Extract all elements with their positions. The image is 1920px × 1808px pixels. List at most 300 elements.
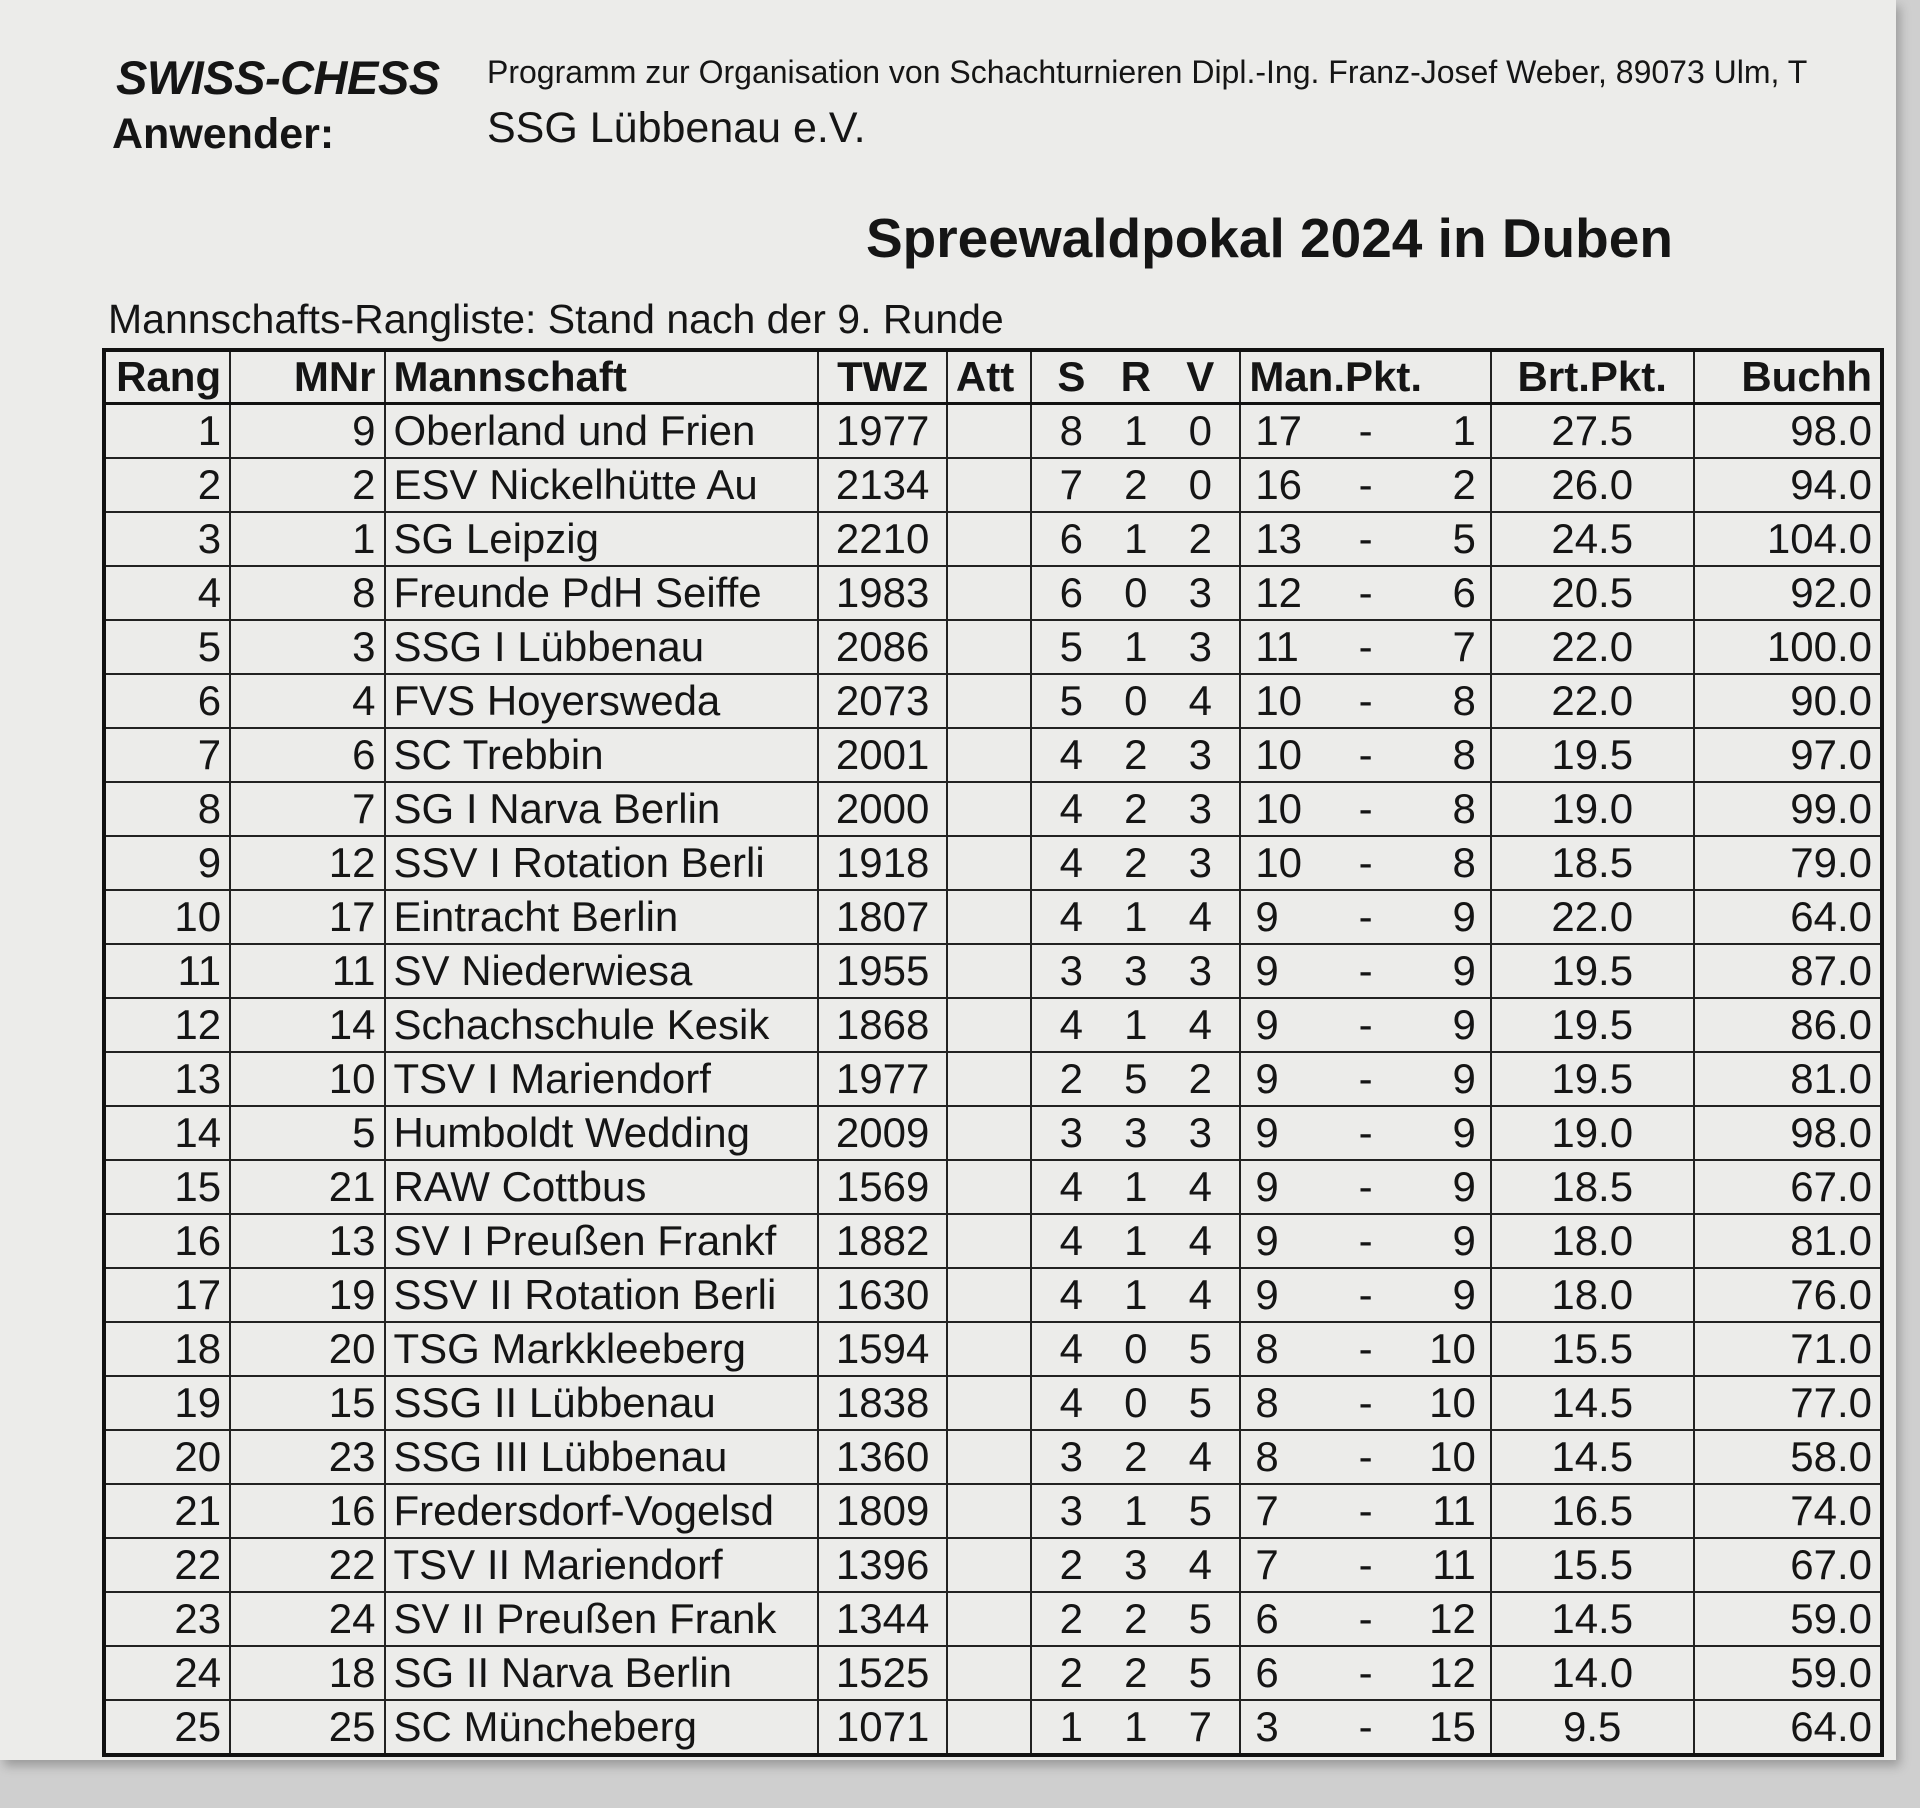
cell-twz: 1396 (818, 1538, 947, 1592)
cell-twz: 2009 (818, 1106, 947, 1160)
cell-s: 2 (1059, 1649, 1084, 1696)
cell-man-won: 10 (1255, 731, 1303, 778)
cell-man-won: 9 (1255, 893, 1279, 940)
cell-r: 1 (1124, 1703, 1148, 1750)
cell-buchh: 81.0 (1694, 1052, 1882, 1106)
cell-att (947, 998, 1031, 1052)
cell-r: 1 (1124, 407, 1148, 454)
cell-man-lost: 7 (1452, 623, 1476, 670)
cell-s: 6 (1059, 515, 1084, 562)
cell-mannschaft: SG Leipzig (385, 512, 819, 566)
cell-srv (1031, 1376, 1240, 1430)
cell-att (947, 1268, 1031, 1322)
cell-man-sep: - (1358, 731, 1373, 778)
cell-man-won: 7 (1255, 1487, 1279, 1534)
cell-mnr: 3 (230, 620, 384, 674)
cell-v: 4 (1188, 1163, 1212, 1210)
cell-brt-pkt: 22.0 (1491, 620, 1694, 674)
cell-man-pkt (1240, 1592, 1491, 1646)
cell-mannschaft: Oberland und Frien (385, 404, 819, 459)
cell-rang: 25 (104, 1700, 230, 1755)
cell-att (947, 458, 1031, 512)
cell-twz: 1977 (818, 1052, 947, 1106)
cell-s: 3 (1059, 1433, 1084, 1480)
cell-rang: 10 (104, 890, 230, 944)
cell-man-pkt (1240, 1268, 1491, 1322)
cell-man-won: 8 (1255, 1325, 1279, 1372)
cell-srv (1031, 1268, 1240, 1322)
cell-srv (1031, 512, 1240, 566)
cell-mannschaft: Fredersdorf-Vogelsd (385, 1484, 819, 1538)
cell-att (947, 1700, 1031, 1755)
cell-rang: 2 (104, 458, 230, 512)
cell-man-won: 10 (1255, 677, 1303, 724)
cell-brt-pkt: 9.5 (1491, 1700, 1694, 1755)
table-row (104, 458, 1882, 512)
cell-man-won: 3 (1255, 1703, 1279, 1750)
page-title: Spreewaldpokal 2024 in Duben (866, 207, 1673, 269)
cell-mannschaft: SG II Narva Berlin (385, 1646, 819, 1700)
cell-brt-pkt: 14.0 (1491, 1646, 1694, 1700)
cell-twz: 1525 (818, 1646, 947, 1700)
cell-man-pkt (1240, 1106, 1491, 1160)
cell-mannschaft: SV II Preußen Frank (385, 1592, 819, 1646)
cell-man-sep: - (1358, 1541, 1373, 1588)
cell-r: 1 (1124, 623, 1148, 670)
cell-v: 4 (1188, 1541, 1212, 1588)
cell-buchh: 98.0 (1694, 404, 1882, 459)
cell-s: 3 (1059, 947, 1084, 994)
cell-r: 0 (1124, 677, 1148, 724)
cell-mannschaft: SSG I Lübbenau (385, 620, 819, 674)
cell-brt-pkt: 18.5 (1491, 836, 1694, 890)
cell-man-won: 7 (1255, 1541, 1279, 1588)
cell-mannschaft: SSG III Lübbenau (385, 1430, 819, 1484)
cell-buchh: 76.0 (1694, 1268, 1882, 1322)
cell-mnr: 9 (230, 404, 384, 459)
cell-man-pkt (1240, 998, 1491, 1052)
cell-man-sep: - (1358, 1163, 1373, 1210)
cell-man-lost: 9 (1452, 947, 1476, 994)
cell-rang: 17 (104, 1268, 230, 1322)
cell-brt-pkt: 19.5 (1491, 998, 1694, 1052)
cell-r: 2 (1124, 1433, 1148, 1480)
cell-brt-pkt: 19.0 (1491, 782, 1694, 836)
cell-r: 1 (1124, 1271, 1148, 1318)
cell-buchh: 90.0 (1694, 674, 1882, 728)
cell-man-lost: 1 (1452, 407, 1476, 454)
cell-brt-pkt: 16.5 (1491, 1484, 1694, 1538)
cell-buchh: 59.0 (1694, 1646, 1882, 1700)
cell-man-sep: - (1358, 1649, 1373, 1696)
cell-r: 1 (1124, 893, 1148, 940)
cell-man-lost: 10 (1429, 1325, 1476, 1372)
cell-man-sep: - (1358, 677, 1373, 724)
cell-att (947, 1484, 1031, 1538)
cell-brt-pkt: 19.5 (1491, 728, 1694, 782)
cell-man-sep: - (1358, 839, 1373, 886)
cell-buchh: 97.0 (1694, 728, 1882, 782)
cell-man-sep: - (1358, 1703, 1373, 1750)
table-row (104, 998, 1882, 1052)
cell-man-lost: 12 (1429, 1649, 1476, 1696)
cell-man-pkt (1240, 1322, 1491, 1376)
cell-mannschaft: SSV II Rotation Berli (385, 1268, 819, 1322)
cell-v: 3 (1188, 1109, 1212, 1156)
cell-twz: 1983 (818, 566, 947, 620)
cell-man-sep: - (1358, 1001, 1373, 1048)
cell-man-lost: 9 (1452, 1001, 1476, 1048)
cell-r: 1 (1124, 1001, 1148, 1048)
cell-att (947, 1538, 1031, 1592)
cell-buchh: 64.0 (1694, 1700, 1882, 1755)
cell-srv (1031, 998, 1240, 1052)
cell-twz: 1882 (818, 1214, 947, 1268)
program-description: Programm zur Organisation von Schachturnieren Dipl.-Ing. Franz-Josef Weber, 89073 Ulm, T (487, 54, 1808, 90)
cell-v: 3 (1188, 569, 1212, 616)
cell-twz: 1838 (818, 1376, 947, 1430)
cell-man-won: 13 (1255, 515, 1303, 562)
table-body (104, 404, 1882, 1756)
cell-mannschaft: Freunde PdH Seiffe (385, 566, 819, 620)
cell-rang: 4 (104, 566, 230, 620)
cell-srv (1031, 674, 1240, 728)
cell-att (947, 1592, 1031, 1646)
cell-man-sep: - (1358, 1487, 1373, 1534)
cell-srv (1031, 1484, 1240, 1538)
page-subtitle: Mannschafts-Rangliste: Stand nach der 9. Runde (108, 296, 1004, 342)
col-s: S (1057, 353, 1086, 400)
cell-srv (1031, 944, 1240, 998)
cell-mnr: 14 (230, 998, 384, 1052)
cell-man-pkt (1240, 458, 1491, 512)
cell-mnr: 24 (230, 1592, 384, 1646)
cell-srv (1031, 890, 1240, 944)
cell-rang: 15 (104, 1160, 230, 1214)
cell-twz: 1955 (818, 944, 947, 998)
cell-mannschaft: SV I Preußen Frankf (385, 1214, 819, 1268)
cell-rang: 13 (104, 1052, 230, 1106)
cell-srv (1031, 728, 1240, 782)
cell-rang: 7 (104, 728, 230, 782)
brand-name: SWISS-CHESS (116, 51, 440, 104)
cell-man-sep: - (1358, 515, 1373, 562)
cell-rang: 18 (104, 1322, 230, 1376)
cell-man-lost: 9 (1452, 1217, 1476, 1264)
user-name: SSG Lübbenau e.V. (487, 104, 866, 152)
table-row (104, 890, 1882, 944)
cell-v: 4 (1188, 893, 1212, 940)
cell-rang: 21 (104, 1484, 230, 1538)
cell-att (947, 944, 1031, 998)
cell-s: 4 (1059, 1001, 1084, 1048)
cell-man-pkt (1240, 1484, 1491, 1538)
cell-v: 3 (1188, 785, 1212, 832)
cell-mannschaft: Schachschule Kesik (385, 998, 819, 1052)
table-row (104, 728, 1882, 782)
cell-brt-pkt: 14.5 (1491, 1592, 1694, 1646)
cell-mnr: 12 (230, 836, 384, 890)
cell-buchh: 86.0 (1694, 998, 1882, 1052)
cell-v: 4 (1188, 1217, 1212, 1264)
cell-mnr: 19 (230, 1268, 384, 1322)
cell-buchh: 67.0 (1694, 1160, 1882, 1214)
table-row (104, 1592, 1882, 1646)
cell-v: 4 (1188, 1271, 1212, 1318)
cell-man-won: 11 (1255, 623, 1299, 670)
cell-att (947, 1106, 1031, 1160)
cell-twz: 2086 (818, 620, 947, 674)
cell-man-won: 17 (1255, 407, 1303, 454)
cell-man-lost: 8 (1452, 731, 1476, 778)
cell-man-won: 9 (1255, 1055, 1279, 1102)
cell-man-sep: - (1358, 1055, 1373, 1102)
cell-man-lost: 6 (1452, 569, 1476, 616)
cell-v: 5 (1188, 1487, 1212, 1534)
col-mnr: MNr (230, 350, 384, 404)
cell-man-lost: 2 (1452, 461, 1476, 508)
cell-att (947, 728, 1031, 782)
cell-man-won: 10 (1255, 785, 1303, 832)
table-row (104, 404, 1882, 459)
cell-s: 3 (1059, 1109, 1084, 1156)
cell-rang: 19 (104, 1376, 230, 1430)
cell-r: 2 (1124, 1595, 1148, 1642)
cell-mnr: 16 (230, 1484, 384, 1538)
cell-man-sep: - (1358, 1271, 1373, 1318)
table-row (104, 1484, 1882, 1538)
cell-mnr: 17 (230, 890, 384, 944)
cell-buchh: 77.0 (1694, 1376, 1882, 1430)
table-row (104, 1160, 1882, 1214)
cell-man-won: 9 (1255, 1001, 1279, 1048)
cell-att (947, 1376, 1031, 1430)
cell-man-lost: 9 (1452, 1109, 1476, 1156)
col-rang: Rang (104, 350, 230, 404)
cell-buchh: 81.0 (1694, 1214, 1882, 1268)
cell-brt-pkt: 22.0 (1491, 674, 1694, 728)
cell-twz: 1868 (818, 998, 947, 1052)
cell-mnr: 15 (230, 1376, 384, 1430)
cell-att (947, 620, 1031, 674)
table-row (104, 1538, 1882, 1592)
cell-man-won: 8 (1255, 1379, 1279, 1426)
cell-brt-pkt: 14.5 (1491, 1430, 1694, 1484)
cell-man-pkt (1240, 1376, 1491, 1430)
cell-v: 5 (1188, 1595, 1212, 1642)
cell-rang: 14 (104, 1106, 230, 1160)
cell-att (947, 1052, 1031, 1106)
cell-man-won: 9 (1255, 1271, 1279, 1318)
cell-s: 6 (1059, 569, 1084, 616)
cell-buchh: 74.0 (1694, 1484, 1882, 1538)
cell-twz: 2000 (818, 782, 947, 836)
cell-rang: 5 (104, 620, 230, 674)
cell-man-pkt (1240, 512, 1491, 566)
cell-mnr: 6 (230, 728, 384, 782)
cell-v: 5 (1188, 1649, 1212, 1696)
cell-brt-pkt: 14.5 (1491, 1376, 1694, 1430)
cell-s: 4 (1059, 731, 1084, 778)
cell-buchh: 92.0 (1694, 566, 1882, 620)
cell-man-pkt (1240, 728, 1491, 782)
cell-man-pkt (1240, 404, 1491, 459)
table-row (104, 566, 1882, 620)
cell-mannschaft: FVS Hoyersweda (385, 674, 819, 728)
cell-man-won: 12 (1255, 569, 1303, 616)
cell-r: 0 (1124, 569, 1148, 616)
cell-s: 8 (1059, 407, 1084, 454)
cell-srv (1031, 1538, 1240, 1592)
cell-man-sep: - (1358, 947, 1373, 994)
cell-srv (1031, 566, 1240, 620)
cell-mnr: 21 (230, 1160, 384, 1214)
cell-twz: 1918 (818, 836, 947, 890)
cell-v: 2 (1188, 1055, 1212, 1102)
cell-man-lost: 12 (1429, 1595, 1476, 1642)
cell-twz: 1977 (818, 404, 947, 459)
cell-mannschaft: SG I Narva Berlin (385, 782, 819, 836)
cell-man-pkt (1240, 1700, 1491, 1755)
cell-s: 5 (1059, 677, 1084, 724)
cell-man-pkt (1240, 566, 1491, 620)
cell-att (947, 1214, 1031, 1268)
cell-v: 4 (1188, 1001, 1212, 1048)
cell-mnr: 7 (230, 782, 384, 836)
cell-mnr: 23 (230, 1430, 384, 1484)
cell-man-sep: - (1358, 1379, 1373, 1426)
cell-brt-pkt: 22.0 (1491, 890, 1694, 944)
cell-man-lost: 15 (1429, 1703, 1476, 1750)
cell-buchh: 100.0 (1694, 620, 1882, 674)
cell-buchh: 79.0 (1694, 836, 1882, 890)
cell-mannschaft: TSV II Mariendorf (385, 1538, 819, 1592)
cell-r: 2 (1124, 461, 1148, 508)
cell-v: 4 (1188, 1433, 1212, 1480)
cell-twz: 2001 (818, 728, 947, 782)
cell-man-pkt (1240, 944, 1491, 998)
cell-buchh: 71.0 (1694, 1322, 1882, 1376)
cell-att (947, 512, 1031, 566)
cell-att (947, 404, 1031, 459)
cell-srv (1031, 1106, 1240, 1160)
cell-man-sep: - (1358, 785, 1373, 832)
cell-s: 3 (1059, 1487, 1084, 1534)
cell-man-pkt (1240, 782, 1491, 836)
cell-buchh: 64.0 (1694, 890, 1882, 944)
cell-s: 2 (1059, 1055, 1084, 1102)
cell-twz: 2073 (818, 674, 947, 728)
table-row (104, 620, 1882, 674)
cell-mnr: 20 (230, 1322, 384, 1376)
table-row (104, 944, 1882, 998)
cell-man-lost: 10 (1429, 1433, 1476, 1480)
cell-man-sep: - (1358, 461, 1373, 508)
cell-man-sep: - (1358, 569, 1373, 616)
cell-rang: 23 (104, 1592, 230, 1646)
cell-man-sep: - (1358, 1109, 1373, 1156)
cell-r: 3 (1124, 947, 1148, 994)
ranking-table (102, 348, 1884, 1757)
cell-r: 1 (1124, 1487, 1148, 1534)
cell-man-won: 6 (1255, 1595, 1279, 1642)
cell-brt-pkt: 15.5 (1491, 1322, 1694, 1376)
cell-buchh: 87.0 (1694, 944, 1882, 998)
cell-man-pkt (1240, 674, 1491, 728)
cell-mannschaft: Eintracht Berlin (385, 890, 819, 944)
cell-man-pkt (1240, 836, 1491, 890)
cell-r: 0 (1124, 1379, 1148, 1426)
cell-mnr: 10 (230, 1052, 384, 1106)
cell-att (947, 1322, 1031, 1376)
cell-srv (1031, 1430, 1240, 1484)
cell-v: 3 (1188, 731, 1212, 778)
cell-srv (1031, 1214, 1240, 1268)
cell-att (947, 1160, 1031, 1214)
cell-mnr: 5 (230, 1106, 384, 1160)
cell-r: 3 (1124, 1541, 1148, 1588)
cell-s: 4 (1059, 1325, 1084, 1372)
cell-srv (1031, 404, 1240, 459)
cell-s: 2 (1059, 1595, 1084, 1642)
cell-man-lost: 8 (1452, 785, 1476, 832)
cell-srv (1031, 458, 1240, 512)
cell-brt-pkt: 18.0 (1491, 1268, 1694, 1322)
table-row (104, 512, 1882, 566)
cell-mannschaft: SV Niederwiesa (385, 944, 819, 998)
cell-man-sep: - (1358, 623, 1373, 670)
cell-brt-pkt: 18.5 (1491, 1160, 1694, 1214)
cell-man-pkt (1240, 1430, 1491, 1484)
cell-man-won: 6 (1255, 1649, 1279, 1696)
cell-mnr: 8 (230, 566, 384, 620)
cell-man-sep: - (1358, 1595, 1373, 1642)
cell-s: 4 (1059, 1379, 1084, 1426)
cell-mannschaft: ESV Nickelhütte Au (385, 458, 819, 512)
cell-r: 3 (1124, 1109, 1148, 1156)
cell-mnr: 4 (230, 674, 384, 728)
cell-brt-pkt: 15.5 (1491, 1538, 1694, 1592)
col-buchh: Buchh (1694, 350, 1882, 404)
table-row (104, 674, 1882, 728)
col-man-pkt: Man.Pkt. (1240, 350, 1491, 404)
cell-mannschaft: SC Trebbin (385, 728, 819, 782)
cell-mnr: 25 (230, 1700, 384, 1755)
cell-v: 4 (1188, 677, 1212, 724)
cell-v: 0 (1188, 461, 1212, 508)
cell-twz: 1344 (818, 1592, 947, 1646)
cell-man-pkt (1240, 1538, 1491, 1592)
table-row (104, 1430, 1882, 1484)
cell-v: 3 (1188, 839, 1212, 886)
cell-srv (1031, 1160, 1240, 1214)
cell-brt-pkt: 27.5 (1491, 404, 1694, 459)
cell-mnr: 2 (230, 458, 384, 512)
cell-twz: 1594 (818, 1322, 947, 1376)
cell-man-pkt (1240, 620, 1491, 674)
cell-v: 3 (1188, 947, 1212, 994)
cell-man-lost: 11 (1432, 1487, 1476, 1534)
cell-man-won: 16 (1255, 461, 1303, 508)
col-r: R (1120, 353, 1151, 400)
cell-v: 5 (1188, 1325, 1212, 1372)
table-row (104, 1646, 1882, 1700)
cell-rang: 8 (104, 782, 230, 836)
cell-brt-pkt: 26.0 (1491, 458, 1694, 512)
cell-buchh: 67.0 (1694, 1538, 1882, 1592)
cell-twz: 1071 (818, 1700, 947, 1755)
cell-man-lost: 9 (1452, 893, 1476, 940)
